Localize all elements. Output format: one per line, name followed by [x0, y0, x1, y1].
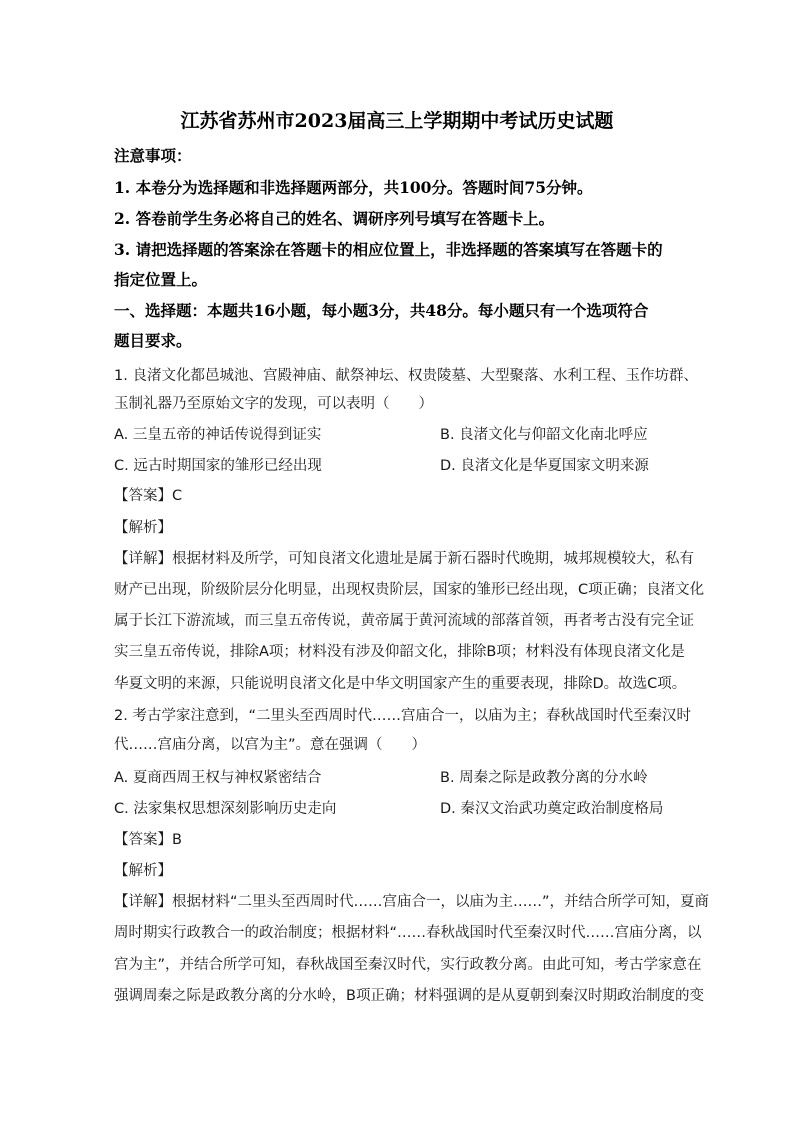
- notes-item-3: 3. 请把选择题的答案涂在答题卡的相应位置上，非选择题的答案填写在答题卡的: [114, 240, 663, 259]
- section-heading-cont: 题目要求。: [114, 331, 192, 350]
- question-1-detail-line: 华夏文明的来源，只能说明良渚文化是中华文明国家产生的重要表现，排除D。故选C项。: [114, 676, 687, 692]
- question-2-option-b: B. 周秦之际是政教分离的分水岭: [440, 770, 648, 786]
- question-1-detail-line: 属于长江下游流域，而三皇五帝传说，黄帝属于黄河流域的部落首领，再者考古没有完全证: [114, 613, 694, 629]
- question-2-detail-line: 强调周秦之际是政教分离的分水岭，B项正确；材料强调的是从夏朝到秦汉时期政治制度的变: [114, 988, 704, 1004]
- notes-item-3-cont: 指定位置上。: [114, 270, 208, 289]
- question-1-detail-line: 实三皇五帝传说，排除A项；材料没有涉及仰韶文化，排除B项；材料没有体现良渚文化是: [114, 644, 685, 660]
- question-2-option-c: C. 法家集权思想深刻影响历史走向: [114, 801, 337, 817]
- question-1-option-d: D. 良渚文化是华夏国家文明来源: [440, 458, 649, 474]
- question-1-option-a: A. 三皇五帝的神话传说得到证实: [114, 427, 322, 443]
- notes-item-2: 2. 答卷前学生务必将自己的姓名、调研序列号填写在答题卡上。: [114, 209, 555, 228]
- question-2-stem: 2. 考古学家注意到，“二里头至西周时代……宫庙合一，以庙为主；春秋战国时代至秦汉时: [114, 708, 691, 724]
- question-1-option-b: B. 良渚文化与仰韶文化南北呼应: [440, 427, 648, 443]
- question-1-stem-cont: 玉制礼器乃至原始文字的发现，可以表明（ ）: [114, 396, 433, 412]
- notes-item-1: 1. 本卷分为选择题和非选择题两部分，共100分。答题时间75分钟。: [114, 178, 593, 197]
- question-1-stem: 1. 良渚文化都邑城池、宫殿神庙、献祭神坛、权贵陵墓、大型聚落、水利工程、玉作坊群、: [114, 368, 698, 384]
- question-2-option-d: D. 秦汉文治武功奠定政治制度格局: [440, 801, 664, 817]
- section-heading: 一、选择题：本题共16小题，每小题3分，共48分。每小题只有一个选项符合: [114, 301, 649, 320]
- question-2-detail-line: 宫为主”，并结合所学可知，春秋战国至秦汉时代，实行政教分离。由此可知，考古学家意在: [114, 957, 702, 973]
- page-title: 江苏省苏州市2023届高三上学期期中考试历史试题: [180, 110, 614, 132]
- question-2-detail-line: 【详解】根据材料“二里头至西周时代……宫庙合一，以庙为主……”，并结合所学可知，夏商: [114, 894, 710, 910]
- question-1-detail-line: 【详解】根据材料及所学，可知良渚文化遗址是属于新石器时代晚期，城邦规模较大，私有: [114, 551, 694, 567]
- question-2-answer: 【答案】B: [114, 832, 182, 848]
- question-1-answer: 【答案】C: [114, 488, 183, 504]
- notes-heading: 注意事项：: [114, 146, 192, 165]
- question-1-detail-line: 财产已出现，阶级阶层分化明显，出现权贵阶层，国家的雏形已经出现，C项正确；良渚文化: [114, 582, 705, 598]
- question-1-option-c: C. 远古时期国家的雏形已经出现: [114, 458, 322, 474]
- question-2-stem-cont: 代……宫庙分离，以宫为主”。意在强调（ ）: [114, 737, 427, 753]
- question-2-option-a: A. 夏商西周王权与神权紧密结合: [114, 770, 322, 786]
- question-2-analysis-label: 【解析】: [114, 863, 172, 879]
- question-1-analysis-label: 【解析】: [114, 520, 172, 536]
- question-2-detail-line: 周时期实行政教合一的政治制度；根据材料“……春秋战国时代至秦汉时代……宫庙分离，以: [114, 925, 702, 941]
